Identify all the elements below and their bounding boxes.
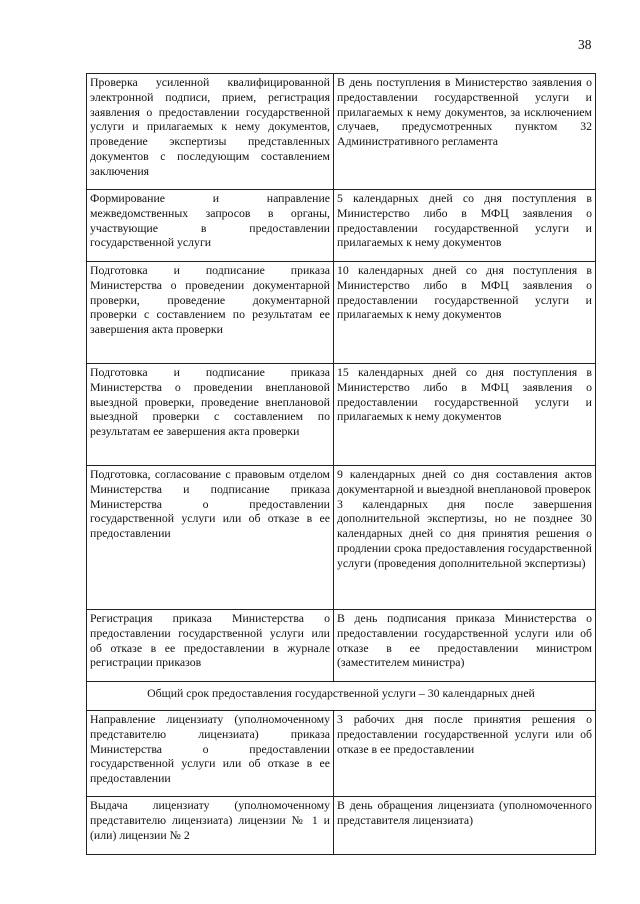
term-cell (334, 466, 596, 610)
procedure-cell: Регистрация приказа Министерства о предоставлении государственной услуги или об отказе в ее предоставлении в журнале регистрации приказов (87, 610, 334, 682)
procedure-cell: Подготовка, согласование с правовым отделом Министерства и подписание приказа Министерства о предоставлении государственной услуги или об отказе в ее предоставлении (87, 466, 334, 610)
term-text: В день подписания приказа Министерства о предоставлении государственной услуги или об отказе в ее предоставлении министром (заместителем министра) (337, 611, 592, 670)
summary-row (87, 682, 596, 711)
table-row (87, 610, 596, 682)
procedure-cell: Направление лицензиату (уполномоченному представителю лицензиата) приказа Министерства о предоставлении государственной услуги или об отказе в ее предоставлении (87, 711, 334, 797)
table-row (87, 262, 596, 364)
table-row (87, 364, 596, 466)
table-row (87, 711, 596, 797)
total-term-text: Общий срок предоставления государственной услуги – 30 календарных дней (87, 682, 596, 711)
procedure-cell: Выдача лицензиату (уполномоченному представителю лицензиата) лицензии № 1 и (или) лицензии № 2 (87, 797, 334, 855)
term-cell (334, 190, 596, 262)
term-cell (334, 74, 596, 190)
term-cell (334, 262, 596, 364)
procedure-cell: Подготовка и подписание приказа Министерства о проведении документарной проверки, проведение документарной проверки с составлением по результатам ее завершения акта проверки (87, 262, 334, 364)
term-cell (334, 797, 596, 855)
term-cell (334, 711, 596, 797)
term-text: 3 календарных дня после завершения дополнительной экспертизы, но не позднее 30 календарных дней со дня принятия решения о продлении срока предоставления государственной услуги (проведения дополнительной экспертизы) (337, 496, 592, 570)
term-text: В день обращения лицензиата (уполномоченного представителя лицензиата) (337, 798, 592, 827)
procedure-cell: Проверка усиленной квалифицированной электронной подписи, прием, регистрация заявления о предоставлении государственной услуги и прилагаемых к нему документов, проведение экспертизы представленных документов с последующим составлением заключения (87, 74, 334, 190)
term-text: 10 календарных дней со дня поступления в Министерство либо в МФЦ заявления о предоставлении государственной услуги и прилагаемых к нему документов (337, 263, 592, 322)
page-number: 38 (578, 37, 592, 52)
term-text: 3 рабочих дня после принятия решения о предоставлении государственной услуги или об отказе в ее предоставлении (337, 712, 592, 756)
term-cell (334, 610, 596, 682)
term-text: 15 календарных дней со дня поступления в Министерство либо в МФЦ заявления о предоставлении государственной услуги и прилагаемых к нему документов (337, 365, 592, 424)
table-row (87, 797, 596, 855)
term-cell (334, 364, 596, 466)
procedures-table (86, 73, 596, 855)
term-text: 9 календарных дней со дня составления актов документарной и выездной внеплановой проверок (337, 467, 592, 496)
table-row (87, 190, 596, 262)
procedure-cell: Подготовка и подписание приказа Министерства о проведении внеплановой выездной проверки, проведение внеплановой выездной проверки с составлением по результатам ее завершения акта проверки (87, 364, 334, 466)
table-row (87, 74, 596, 190)
table-row (87, 466, 596, 610)
procedure-cell: Формирование и направление межведомственных запросов в органы, участвующие в предоставлении государственной услуги (87, 190, 334, 262)
term-text: В день поступления в Министерство заявления о предоставлении государственной услуги и прилагаемых к нему документов, за исключением случаев, предусмотренных пунктом 32 Административного регламента (337, 75, 592, 149)
term-text: 5 календарных дней со дня поступления в Министерство либо в МФЦ заявления о предоставлении государственной услуги и прилагаемых к нему документов (337, 191, 592, 250)
